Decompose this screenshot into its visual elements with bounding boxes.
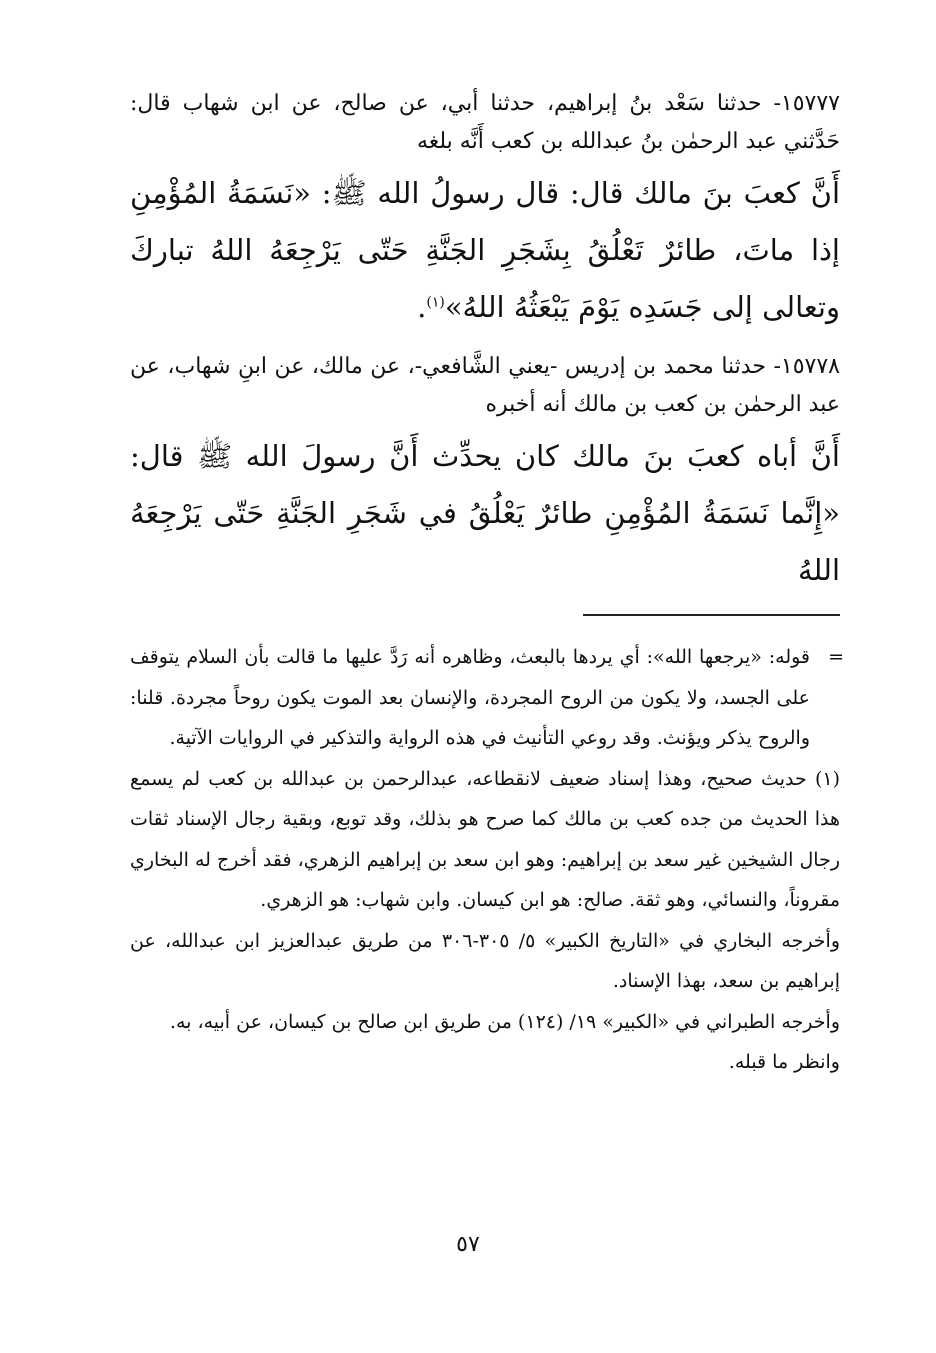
footnote-continuation-text: قوله: «يرجعها الله»: أي يردها بالبعث، وظاهره أنه رَدَّ عليها ما قالت بأن السلام يتوقف على الجسد، ولا يكون من الروح المجردة، والإنسان بعد الموت يكون روحاً مجردة. قلنا: والروح يذكر ويؤنث. وقد روعي التأنيث في هذه الرواية والتذكير في الروايات الآتية. [130,646,810,749]
footnote-1-c: وأخرجه الطبراني في «الكبير» ١٩/ (١٢٤) من طريق ابن صالح بن كيسان، عن أبيه، به. [169,1010,840,1033]
footnote-1: (١) حديث صحيح، وهذا إسناد ضعيف لانقطاعه، عبدالرحمن بن عبدالله بن كعب لم يسمع هذا الحديث من جده كعب بن مالك كما صرح هو بذلك، وقد توبع، وبقية رجال الإسناد ثقات رجال الشيخين غير سعد بن إبراهيم: وهو ابن سعد بن إبراهيم الزهري، فقد أخرج له البخاري مقروناً، والنسائي، وهو ثقة. صالح: هو ابن كيسان. وابن شهاب: هو الزهري. [130,767,840,911]
hadith-15778-matn: أَنَّ أباه كعبَ بنَ مالك كان يحدِّث أَنَّ رسولَ الله ﷺ قال: «إِنَّما نَسَمَةُ المُؤْمِنِ طائرٌ يَعْلُقُ في شَجَرِ الجَنَّةِ حَتّى يَرْجِعَهُ اللهُ [130,439,840,587]
footnote-continuation [130,637,844,759]
hadith-15777-matn [130,165,840,336]
footnote-ref-1[interactable]: (١) [426,294,445,311]
hadith-15778-chain: ١٥٧٧٨- حدثنا محمد بن إدريس -يعني الشَّافعي-، عن مالك، عن ابنِ شهاب، عن عبد الرحمٰن بن كعب بن مالك أنه أخبره [130,354,840,417]
main-text [130,85,840,599]
footnote-1-b: وأخرجه البخاري في «التاريخ الكبير» ٥/ ٣٠٥-٣٠٦ من طريق عبدالعزيز ابن عبدالله، عن إبراهيم بن سعد، بهذا الإسناد. [130,929,841,992]
hadith-15777-end: . [417,290,427,324]
footnotes [130,637,844,1083]
footnote-1-d: وانظر ما قبله. [728,1051,840,1073]
page-number: ٥٧ [456,1232,480,1257]
footnote-separator [583,614,840,616]
continuation-mark: = [828,646,844,668]
hadith-15777-chain: ١٥٧٧٧- حدثنا سَعْد بنُ إبراهيم، حدثنا أبي، عن صالح، عن ابن شهاب قال: حَدَّثني عبد الرحمٰن بنُ عبدالله بن كعب أَنَّه بلغه [130,91,840,154]
hadith-15777-matn-text: أَنَّ كعبَ بنَ مالك قال: قال رسولُ الله ﷺ: «نَسَمَةُ المُؤْمِنِ إذا ماتَ، طائرٌ تَعْلُقُ بِشَجَرِ الجَنَّةِ حَتّى يَرْجِعَهُ اللهُ تباركَ وتعالى إلى جَسَدِه يَوْمَ يَبْعَثُهُ اللهُ» [130,176,840,324]
